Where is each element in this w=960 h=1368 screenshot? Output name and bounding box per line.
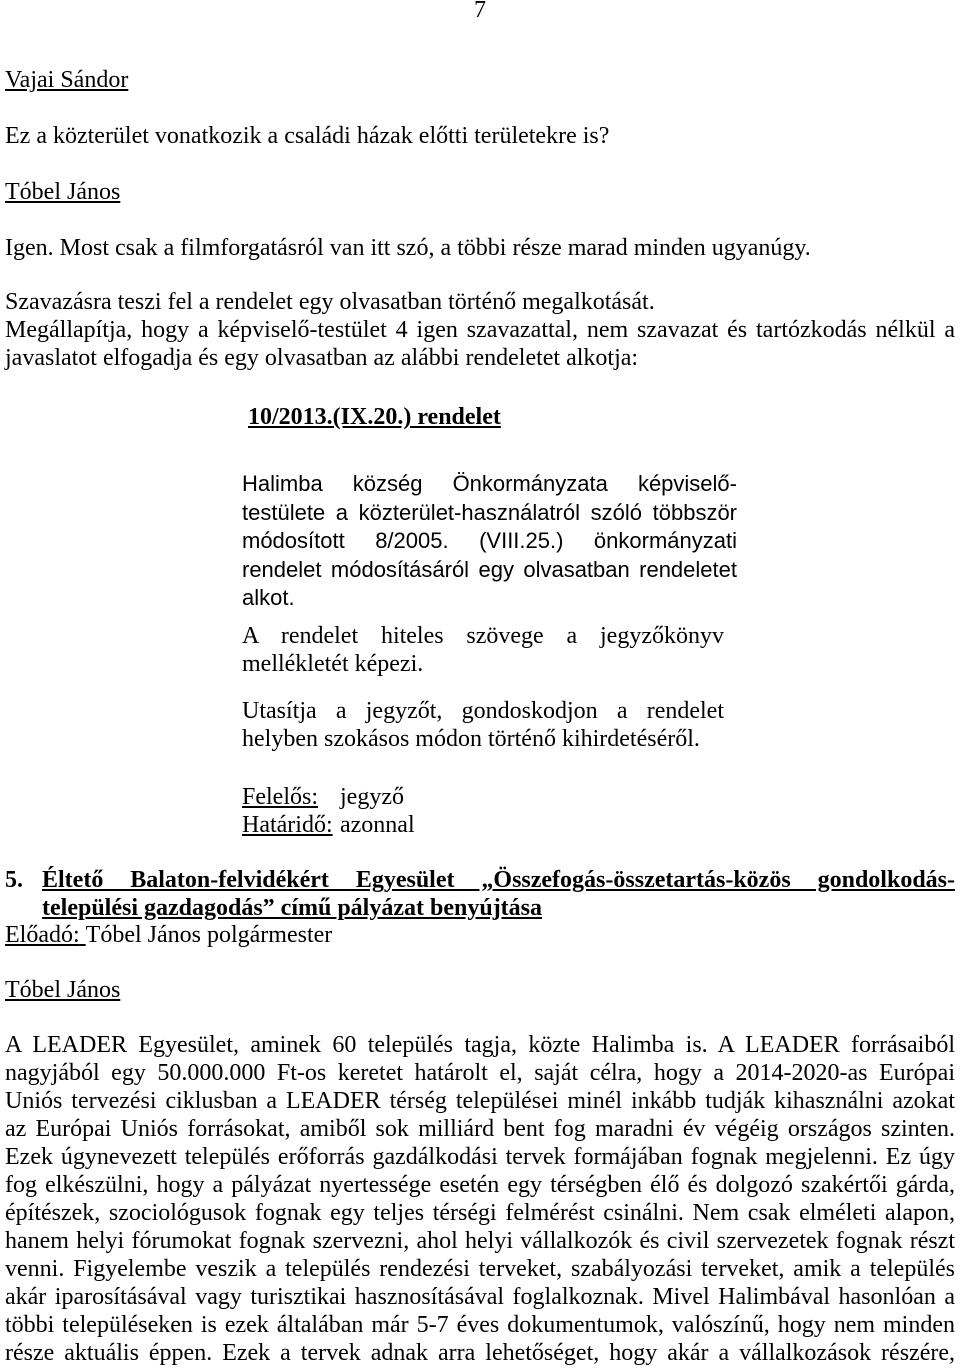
vote-result-line: Megállapítja, hogy a képviselő-testület 4 igen szavazattal, nem szavazat és tartózkodás nélkül a — [5, 317, 955, 343]
regulation-body — [242, 470, 737, 613]
paragraph-line: venni. Figyelembe veszik a település rendezési terveket, szabályozási terveket, amik a település — [5, 1256, 955, 1282]
regulation-annex-line: mellékletét képezi. — [242, 651, 424, 677]
regulation-body-line: Halimba község Önkormányzata képviselő- — [242, 471, 737, 496]
page-number: 7 — [474, 0, 486, 23]
agenda-item-heading — [5, 866, 955, 922]
regulation-title: 10/2013.(IX.20.) rendelet — [248, 404, 501, 430]
deadline-row — [242, 811, 415, 839]
paragraph-line: többi településeken is ezek általában már 5-7 éves dokumentumok, valószínű, hogy nem minden — [5, 1312, 955, 1338]
speaker-text: Ez a közterület vonatkozik a családi házak előtti területekre is? — [5, 123, 610, 149]
paragraph-line: Uniós tervezési ciklusban a LEADER térség települései minél inkább tudják kihasználni azokat — [5, 1088, 955, 1114]
paragraph-line: Ezek úgynevezett település erőforrás gazdálkodási tervek formájában fognak megjelenni. Ez úgy — [5, 1144, 955, 1170]
paragraph-line: nagyjából egy 50.000.000 Ft-os keretet határolt el, saját célra, hogy a 2014-2020-as Európai — [5, 1060, 955, 1086]
presenter-label: Előadó: — [5, 922, 80, 948]
regulation-body-line: testülete a közterület-használatról szóló többször — [242, 499, 737, 525]
paragraph-line: fog elkészülni, hogy a pályázat nyertessége esetén egy térségben élő és dolgozó szakértői gárda, — [5, 1172, 955, 1198]
speaker-paragraph — [5, 1031, 955, 1367]
regulation-body-line: alkot. — [242, 585, 295, 610]
vote-call: Szavazásra teszi fel a rendelet egy olvasatban történő megalkotását. — [5, 289, 655, 315]
regulation-instruction-line: helyben szokásos módon történő kihirdetéséről. — [242, 726, 700, 752]
regulation-instruction — [242, 697, 724, 753]
regulation-body-line: rendelet módosításáról egy olvasatban rendeletet — [242, 556, 737, 582]
responsible-row — [242, 783, 404, 811]
speaker-name: Vajai Sándor — [5, 67, 129, 93]
responsible-label: Felelős: — [242, 784, 318, 810]
paragraph-line: az Európai Uniós forrásokat, amiből sok milliárd bent fog maradni év végéig országos szinten. — [5, 1116, 955, 1142]
agenda-item-title-line: települési gazdagodás” című pályázat benyújtása — [42, 895, 543, 921]
agenda-item-number: 5. — [5, 867, 23, 893]
presenter-line — [5, 921, 332, 949]
paragraph-line: A LEADER Egyesület, aminek 60 település tagja, közte Halimba is. A LEADER forrásaiból — [5, 1032, 955, 1058]
speaker-text: Igen. Most csak a filmforgatásról van itt szó, a többi része marad minden ugyanúgy. — [5, 235, 811, 261]
regulation-annex-line: A rendelet hiteles szövege a jegyzőkönyv — [242, 623, 724, 649]
regulation-body-line: módosított 8/2005. (VIII.25.) önkormányzati — [242, 528, 737, 553]
agenda-item-title — [42, 866, 955, 922]
deadline-label: Határidő: — [242, 812, 333, 838]
speaker-name: Tóbel János — [5, 977, 121, 1003]
paragraph-line: része aktuális éppen. Ezek a tervek adnak arra lehetőséget, hogy akár a vállalkozások részére, — [5, 1340, 955, 1366]
paragraph-line: hanem helyi fórumokat fognak szervezni, ahol helyi vállalkozók és civil szervezetek fognak részt — [5, 1228, 955, 1254]
deadline-value: azonnal — [340, 812, 415, 838]
paragraph-line: építészek, szociológusok fognak egy teljes térségi felmérést csinálni. Nem csak elméleti alapon, — [5, 1200, 955, 1226]
speaker-name: Tóbel János — [5, 179, 121, 205]
presenter-name: Tóbel János polgármester — [85, 922, 333, 948]
regulation-annex-note — [242, 622, 724, 678]
responsible-value: jegyző — [340, 784, 404, 810]
regulation-instruction-line: Utasítja a jegyzőt, gondoskodjon a rendelet — [242, 698, 724, 724]
vote-result — [5, 316, 955, 372]
paragraph-line: akár iparosításával vagy turisztikai hasznosításával foglalkoznak. Mivel Halimbával hasonlóan a — [5, 1284, 955, 1310]
vote-result-line: javaslatot elfogadja és egy olvasatban az alábbi rendeletet alkotja: — [5, 345, 639, 371]
agenda-item-title-line: Éltető Balaton-felvidékért Egyesület „Összefogás-összetartás-közös gondolkodás- — [42, 867, 955, 893]
